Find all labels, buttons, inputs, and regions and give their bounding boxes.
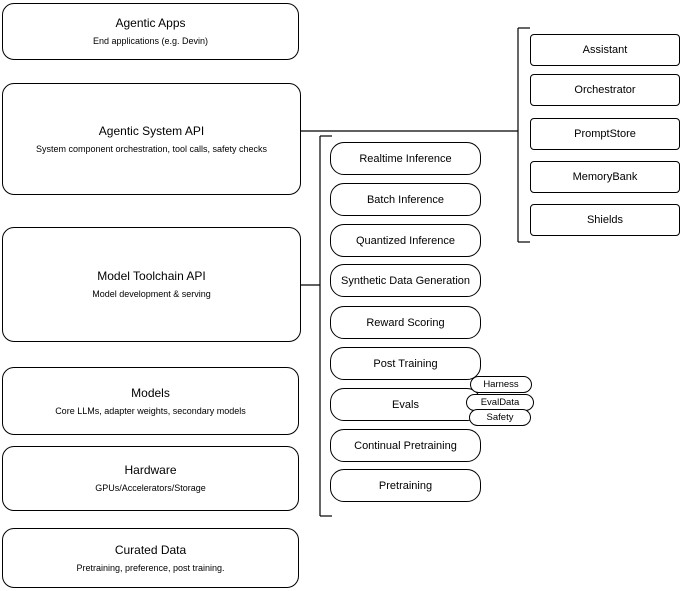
layer-subtitle: System component orchestration, tool calls, safety checks [35, 143, 268, 154]
badge-label: EvalData [480, 397, 520, 408]
box-label: Shields [586, 214, 624, 226]
layer-title: Hardware [124, 463, 177, 477]
box-label: Assistant [582, 44, 628, 56]
badge-label: Safety [486, 412, 514, 423]
pill-synthetic-data-generation[interactable] [330, 264, 481, 297]
pill-label: Batch Inference [366, 193, 445, 206]
pill-label: Synthetic Data Generation [340, 274, 471, 287]
pill-post-training[interactable] [330, 347, 481, 380]
layer-subtitle: Core LLMs, adapter weights, secondary models [55, 405, 246, 416]
box-label: Orchestrator [574, 84, 636, 96]
layer-agentic-system-api[interactable] [2, 83, 301, 195]
box-memorybank[interactable] [530, 161, 680, 193]
layer-title: Curated Data [114, 542, 187, 557]
box-assistant[interactable] [530, 34, 680, 66]
box-label: PromptStore [574, 128, 636, 140]
layer-title: Agentic Apps [115, 16, 186, 30]
layer-hardware[interactable] [2, 446, 299, 511]
pill-label: Post Training [373, 357, 438, 370]
layer-models[interactable] [2, 367, 299, 435]
layer-title: Agentic System API [98, 123, 205, 138]
pill-reward-scoring[interactable] [330, 306, 481, 339]
badge-harness[interactable] [470, 376, 532, 393]
box-shields[interactable] [530, 204, 680, 236]
pill-quantized-inference[interactable] [330, 224, 481, 257]
pill-label: Pretraining [378, 479, 433, 492]
badge-label: Harness [483, 379, 519, 390]
pill-pretraining[interactable] [330, 469, 481, 502]
layer-subtitle: End applications (e.g. Devin) [92, 36, 209, 46]
box-promptstore[interactable] [530, 118, 680, 150]
layer-subtitle: Pretraining, preference, post training. [76, 562, 225, 573]
layer-agentic-apps[interactable] [2, 3, 299, 60]
layer-curated-data[interactable] [2, 528, 299, 588]
layer-subtitle: Model development & serving [92, 289, 211, 299]
layer-subtitle: GPUs/Accelerators/Storage [95, 483, 206, 493]
pill-label: Realtime Inference [359, 152, 452, 165]
pill-continual-pretraining[interactable] [330, 429, 481, 462]
layer-model-toolchain-api[interactable] [2, 227, 301, 342]
pill-batch-inference[interactable] [330, 183, 481, 216]
box-label: MemoryBank [572, 171, 638, 183]
layer-title: Models [131, 385, 170, 400]
pill-label: Quantized Inference [355, 234, 456, 247]
layer-title: Model Toolchain API [97, 269, 206, 283]
pill-label: Continual Pretraining [354, 439, 457, 452]
pill-label: Evals [392, 398, 419, 411]
badge-safety[interactable] [469, 409, 531, 426]
box-orchestrator[interactable] [530, 74, 680, 106]
pill-label: Reward Scoring [366, 316, 445, 329]
pill-evals[interactable] [330, 388, 481, 421]
pill-realtime-inference[interactable] [330, 142, 481, 175]
